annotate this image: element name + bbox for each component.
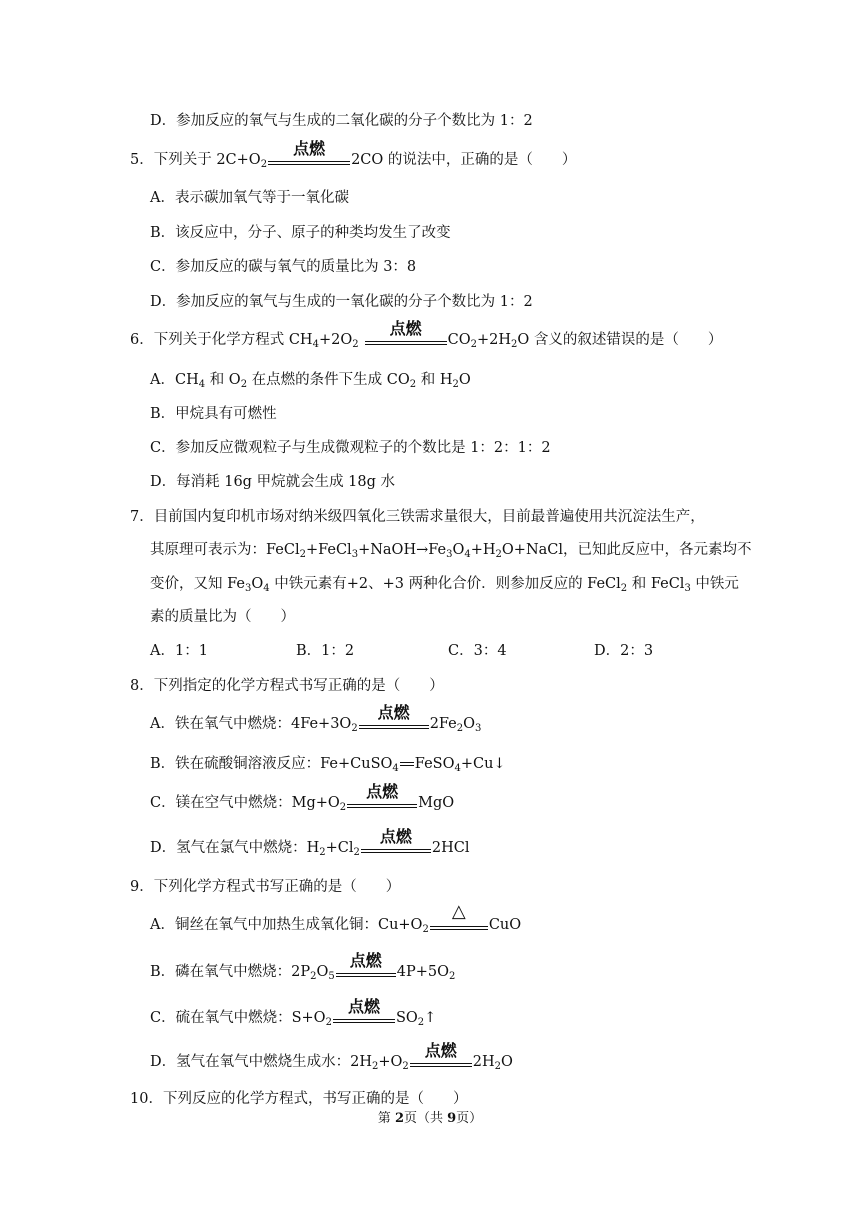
q7-options <box>150 641 750 661</box>
q7-option-b: B．1：2 <box>296 643 355 659</box>
q8-option-d: D．氢气在氯气中燃烧：$H_2+Cl_2$ 点燃 2HCl <box>150 827 470 858</box>
q8-option-a: A．铁在氧气中燃烧：$4Fe+3O_2$ 点燃 $2Fe_2O_3$ <box>150 703 482 734</box>
reaction-condition: 点燃 <box>365 330 447 350</box>
q5-option-c: C．参加反应的碳与氧气的质量比为 3：8 <box>150 259 417 275</box>
reaction-condition: 点燃 <box>359 714 429 734</box>
page-number: 2 <box>394 1111 404 1126</box>
q9-option-c: C．硫在氧气中燃烧：$S+O_2$ 点燃 $SO_2↑$ <box>150 997 437 1028</box>
page-total: 9 <box>447 1111 457 1126</box>
reaction-condition: 点燃 <box>410 1052 472 1072</box>
q8-option-b: B．铁在硫酸铜溶液反应：Fe+CuSO$_4$ FeSO$_4$+Cu↓ <box>150 756 506 774</box>
reaction-condition: △ <box>430 915 488 935</box>
q6-stem: 6．下列关于化学方程式 $CH_4+2O_2$ 点燃 $CO_2+2H_2O$ 含义的叙述错误的是（ ） <box>130 319 723 350</box>
q8-option-c: C．镁在空气中燃烧：$Mg+O_2$ 点燃 MgO <box>150 782 455 813</box>
q5-option-d: D．参加反应的氧气与生成的一氧化碳的分子个数比为 1：2 <box>150 294 533 310</box>
reaction-condition: 点燃 <box>333 1008 395 1028</box>
q8-stem: 8．下列指定的化学方程式书写正确的是（ ） <box>130 678 444 694</box>
q9-option-b: B．磷在氧气中燃烧：$2P_2O_5$ 点燃 $4P+5O_2$ <box>150 951 456 982</box>
q6-option-c: C．参加反应微观粒子与生成微观粒子的个数比是 1：2：1：2 <box>150 440 551 456</box>
q5-option-b: B．该反应中，分子、原子的种类均发生了改变 <box>150 225 451 241</box>
q5-stem: 5．下列关于 $2C+O_2$ 点燃 2CO 的说法中，正确的是（ ） <box>130 139 577 170</box>
reaction-condition: 点燃 <box>347 793 417 813</box>
q9-option-d: D．氢气在氧气中燃烧生成水：$2H_2+O_2$ 点燃 $2H_2O$ <box>150 1041 513 1072</box>
q7-stem-line-2: 其原理可表示为：$FeCl_2+FeCl_3+NaOH\to Fe_3O_4+H_2O+NaCl$，已知此反应中，各元素均不 <box>150 542 752 560</box>
q7-stem-line-1: 7．目前国内复印机市场对纳米级四氧化三铁需求量很大，目前最普遍使用共沉淀法生产， <box>130 509 705 525</box>
reaction-condition: 点燃 <box>361 838 431 858</box>
q10-stem: 10．下列反应的化学方程式，书写正确的是（ ） <box>130 1091 468 1107</box>
q9-option-a: A．铜丝在氧气中加热生成氧化铜：$Cu+O_2$ △ CuO <box>150 901 522 935</box>
q7-stem-line-3: 变价，又知 $Fe_3O_4$ 中铁元素有+2、+3 两种化合价．则参加反应的 FeCl$_2$ 和 FeCl$_3$ 中铁元 <box>150 576 739 594</box>
equals-sign <box>400 762 414 766</box>
q7-option-d: D．2：3 <box>594 643 654 659</box>
q5-option-a: A．表示碳加氧气等于一氧化碳 <box>150 190 349 206</box>
q7-stem-line-4: 素的质量比为（ ） <box>150 609 295 625</box>
reaction-condition: 点燃 <box>336 962 396 982</box>
q7-option-a: A．1：1 <box>150 643 208 659</box>
q6-option-a: A．$CH_4$ 和 $O_2$ 在点燃的条件下生成 $CO_2$ 和 $H_2O$ <box>150 372 471 390</box>
page-footer: 第 2页（共 9页） <box>377 1111 483 1126</box>
q6-option-d: D．每消耗 16g 甲烷就会生成 18g 水 <box>150 474 396 490</box>
q9-stem: 9．下列化学方程式书写正确的是（ ） <box>130 879 401 895</box>
reaction-condition: 点燃 <box>268 150 350 170</box>
q6-option-b: B．甲烷具有可燃性 <box>150 406 277 422</box>
q4-option-d: D．参加反应的氧气与生成的二氧化碳的分子个数比为 1：2 <box>150 113 533 129</box>
q7-option-c: C．3：4 <box>448 643 507 659</box>
